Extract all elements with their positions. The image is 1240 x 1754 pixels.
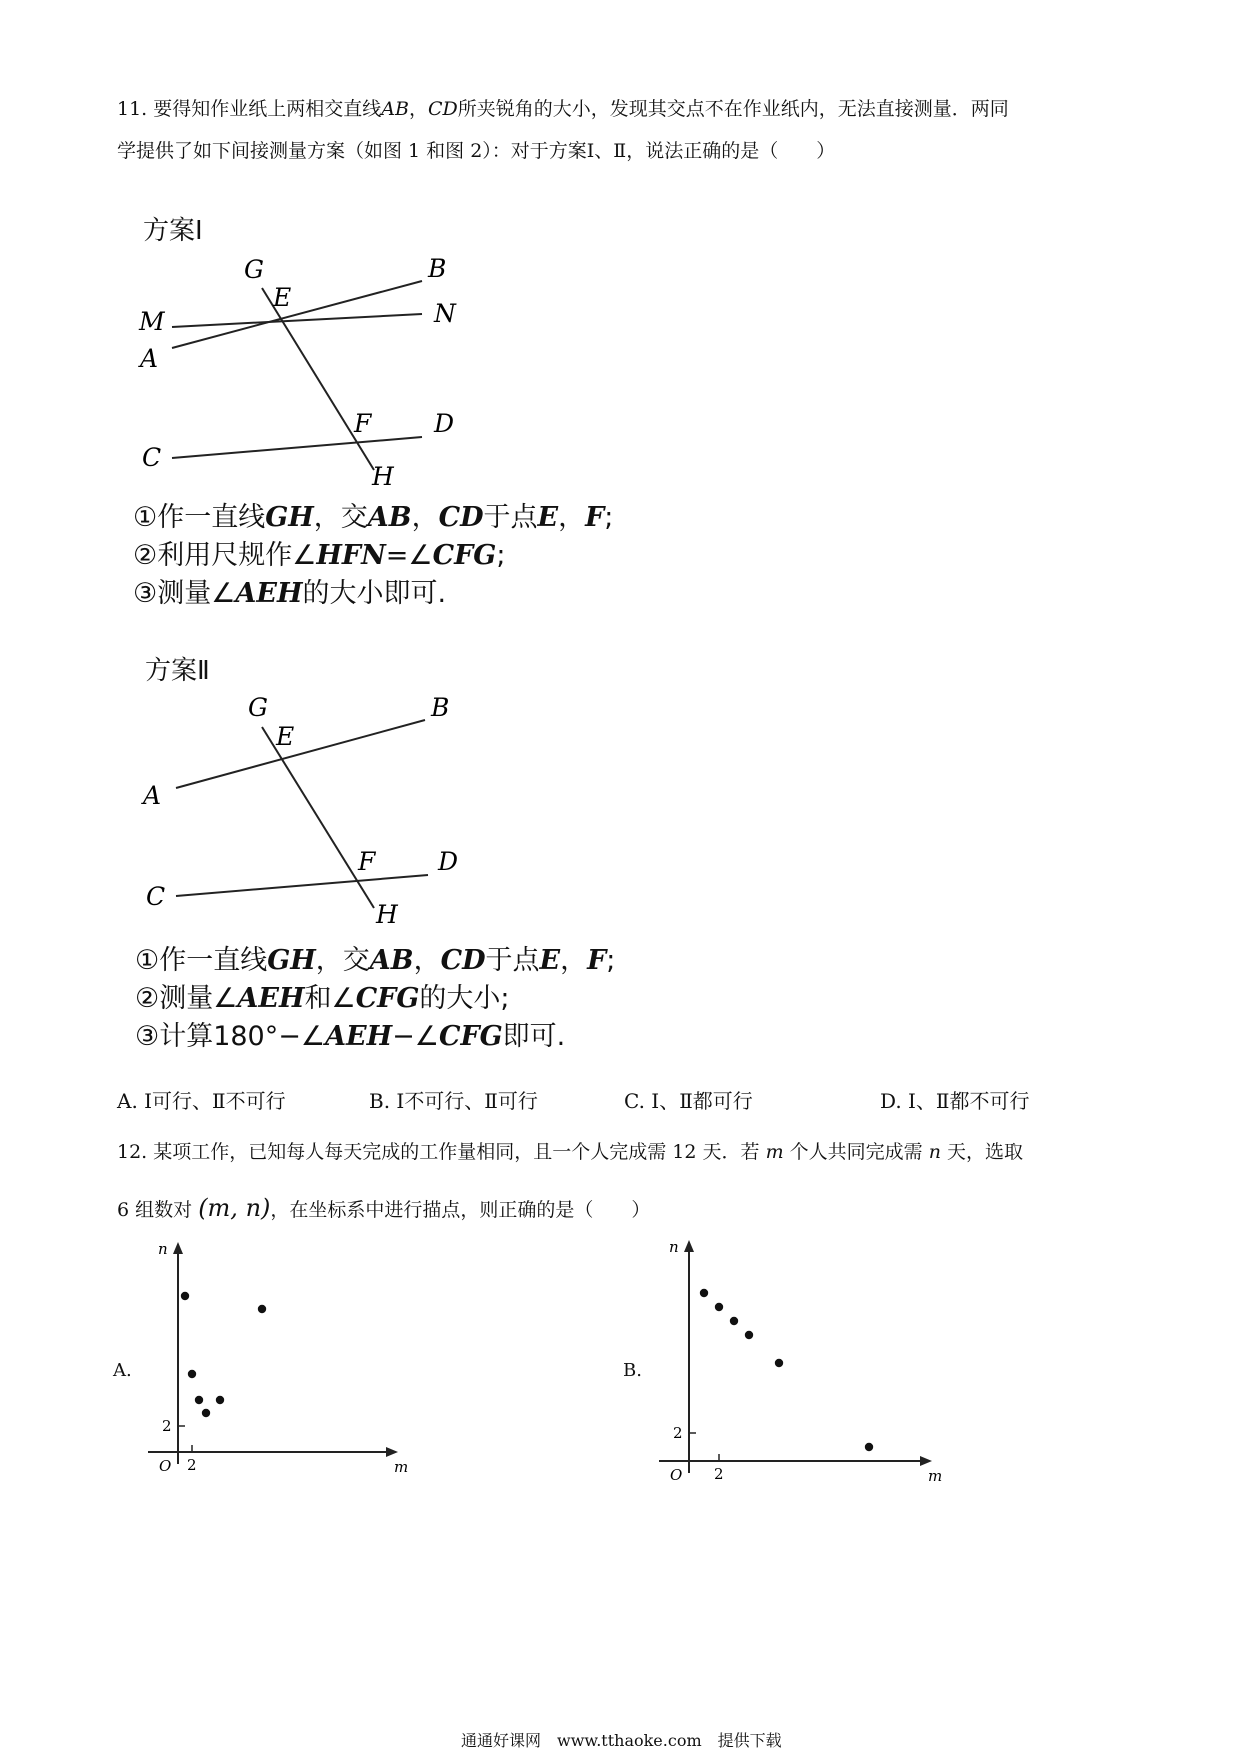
var-cd: CD bbox=[440, 945, 486, 976]
label-e: E bbox=[273, 283, 292, 312]
line-ab bbox=[176, 720, 425, 788]
step-text: 和∠ bbox=[304, 983, 356, 1014]
step-text: ， bbox=[560, 945, 588, 976]
line-cd bbox=[176, 875, 428, 896]
step-text: ②测量∠ bbox=[135, 983, 238, 1014]
label-b: B bbox=[428, 254, 447, 283]
step-text: ①作一直线 bbox=[133, 502, 266, 533]
q12-text-b: 个人共同完成需 bbox=[789, 1141, 923, 1163]
data-point bbox=[865, 1443, 873, 1451]
label-n: N bbox=[434, 299, 456, 328]
step-text: ; bbox=[606, 945, 616, 976]
step-text: ; bbox=[604, 502, 614, 533]
var-gh: GH bbox=[267, 945, 316, 976]
var-cd: CD bbox=[438, 502, 484, 533]
step-text: 于点 bbox=[483, 502, 538, 533]
var-aeh: AEH bbox=[325, 1021, 393, 1052]
step-text: 即可. bbox=[502, 1021, 566, 1052]
chart-b-option-label[interactable]: B. bbox=[623, 1360, 642, 1381]
var-cfg: CFG bbox=[432, 540, 497, 571]
data-point bbox=[258, 1305, 266, 1313]
label-b: B bbox=[431, 693, 450, 722]
chart-b bbox=[650, 1230, 950, 1490]
chart-a bbox=[140, 1240, 420, 1490]
y-axis-label: n bbox=[669, 1238, 679, 1256]
origin-label: O bbox=[670, 1466, 683, 1484]
data-point bbox=[730, 1317, 738, 1325]
label-d: D bbox=[434, 409, 455, 438]
data-point bbox=[775, 1359, 783, 1367]
q11-option-c[interactable]: C. Ⅰ、Ⅱ都可行 bbox=[624, 1089, 753, 1113]
var-aeh: AEH bbox=[237, 983, 305, 1014]
label-h: H bbox=[372, 462, 394, 491]
q11-comma: ， bbox=[408, 98, 428, 120]
origin-label: O bbox=[159, 1457, 172, 1475]
label-g: G bbox=[244, 255, 264, 284]
y-tick-label: 2 bbox=[162, 1417, 172, 1435]
label-f: F bbox=[354, 409, 372, 438]
step-text: 于点 bbox=[485, 945, 540, 976]
chart-a-option-label[interactable]: A. bbox=[113, 1360, 132, 1381]
q12-text-c: 天，选取 bbox=[947, 1141, 1024, 1163]
x-axis-label: m bbox=[394, 1458, 409, 1476]
q12-number: 12. bbox=[117, 1141, 148, 1163]
var-hfn: HFN bbox=[316, 540, 386, 571]
step-text: =∠ bbox=[385, 540, 433, 571]
label-h: H bbox=[376, 900, 398, 929]
step-text: ，交 bbox=[313, 502, 368, 533]
q11-ab: AB bbox=[381, 98, 409, 120]
step-text: ; bbox=[496, 540, 506, 571]
var-e: E bbox=[537, 502, 559, 533]
y-axis-arrow bbox=[684, 1240, 694, 1252]
step-text: 的大小; bbox=[419, 983, 510, 1014]
label-a: A bbox=[143, 781, 162, 810]
q12-m: m bbox=[765, 1141, 784, 1163]
step-text: ，交 bbox=[315, 945, 370, 976]
step-text: −∠ bbox=[392, 1021, 439, 1052]
var-gh: GH bbox=[265, 502, 314, 533]
data-point bbox=[700, 1289, 708, 1297]
label-a: A bbox=[140, 344, 159, 373]
label-d: D bbox=[438, 847, 459, 876]
data-point bbox=[745, 1331, 753, 1339]
q11-option-a[interactable]: A. Ⅰ可行、Ⅱ不可行 bbox=[117, 1089, 286, 1113]
y-axis-label: n bbox=[158, 1240, 168, 1258]
label-g: G bbox=[248, 693, 268, 722]
var-f: F bbox=[587, 945, 607, 976]
data-point bbox=[181, 1292, 189, 1300]
q11-option-d[interactable]: D. Ⅰ、Ⅱ都不可行 bbox=[880, 1089, 1030, 1113]
q12-text-e: ，在坐标系中进行描点，则正确的是（ ） bbox=[270, 1199, 651, 1221]
plan2-step1 bbox=[135, 938, 615, 977]
label-e: E bbox=[276, 722, 295, 751]
var-cfg: CFG bbox=[438, 1021, 503, 1052]
q12-text: 某项工作，已知每人每天完成的工作量相同，且一个人完成需 12 天．若 bbox=[153, 1141, 760, 1163]
step-text: ， bbox=[558, 502, 586, 533]
step-text: ③计算180°−∠ bbox=[135, 1021, 326, 1052]
step-text: ①作一直线 bbox=[135, 945, 268, 976]
data-point bbox=[195, 1396, 203, 1404]
q11-line2: 学提供了如下间接测量方案（如图 1 和图 2）：对于方案Ⅰ、Ⅱ，说法正确的是（ ） bbox=[117, 140, 836, 162]
y-axis-arrow bbox=[173, 1242, 183, 1254]
y-tick-label: 2 bbox=[673, 1424, 683, 1442]
step-text: ， bbox=[413, 945, 441, 976]
data-point bbox=[216, 1396, 224, 1404]
step-text: 的大小即可. bbox=[302, 578, 447, 609]
x-axis-arrow bbox=[920, 1456, 932, 1466]
step-text: ， bbox=[411, 502, 439, 533]
label-c: C bbox=[146, 882, 166, 911]
plan2-step3 bbox=[135, 1014, 565, 1053]
x-axis-arrow bbox=[386, 1447, 398, 1457]
q12-line2 bbox=[117, 1196, 650, 1222]
step-text: ②利用尺规作∠ bbox=[133, 540, 317, 571]
q11-number: 11. bbox=[117, 98, 148, 120]
x-tick-label: 2 bbox=[714, 1465, 724, 1483]
var-ab: AB bbox=[367, 502, 412, 533]
var-aeh: AEH bbox=[235, 578, 303, 609]
plan1-title: 方案Ⅰ bbox=[143, 216, 203, 246]
q12-text-d: 6 组数对 bbox=[117, 1199, 193, 1221]
q11-option-b[interactable]: B. Ⅰ不可行、Ⅱ可行 bbox=[369, 1089, 538, 1113]
var-f: F bbox=[585, 502, 605, 533]
x-tick-label: 2 bbox=[187, 1456, 197, 1474]
data-point bbox=[202, 1409, 210, 1417]
x-axis-label: m bbox=[928, 1467, 943, 1485]
step-text: ③测量∠ bbox=[133, 578, 236, 609]
q12-n: n bbox=[928, 1141, 941, 1163]
plan2-step2 bbox=[135, 976, 510, 1015]
data-point bbox=[715, 1303, 723, 1311]
q11-cd: CD bbox=[427, 98, 458, 120]
var-ab: AB bbox=[369, 945, 414, 976]
q11-text: 要得知作业纸上两相交直线 bbox=[153, 98, 382, 120]
label-c: C bbox=[142, 443, 162, 472]
var-e: E bbox=[539, 945, 561, 976]
q12-line1 bbox=[117, 1140, 1023, 1164]
data-point bbox=[188, 1370, 196, 1378]
page-footer: 通通好课网 www.tthaoke.com 提供下载 bbox=[461, 1731, 782, 1750]
label-m: M bbox=[139, 307, 165, 336]
q11-text-b: 所夹锐角的大小，发现其交点不在作业纸内，无法直接测量．两同 bbox=[457, 98, 1009, 120]
var-cfg: CFG bbox=[355, 983, 420, 1014]
q12-pair: (m, n) bbox=[198, 1194, 271, 1222]
label-f: F bbox=[358, 847, 376, 876]
plan2-title: 方案Ⅱ bbox=[145, 656, 210, 686]
